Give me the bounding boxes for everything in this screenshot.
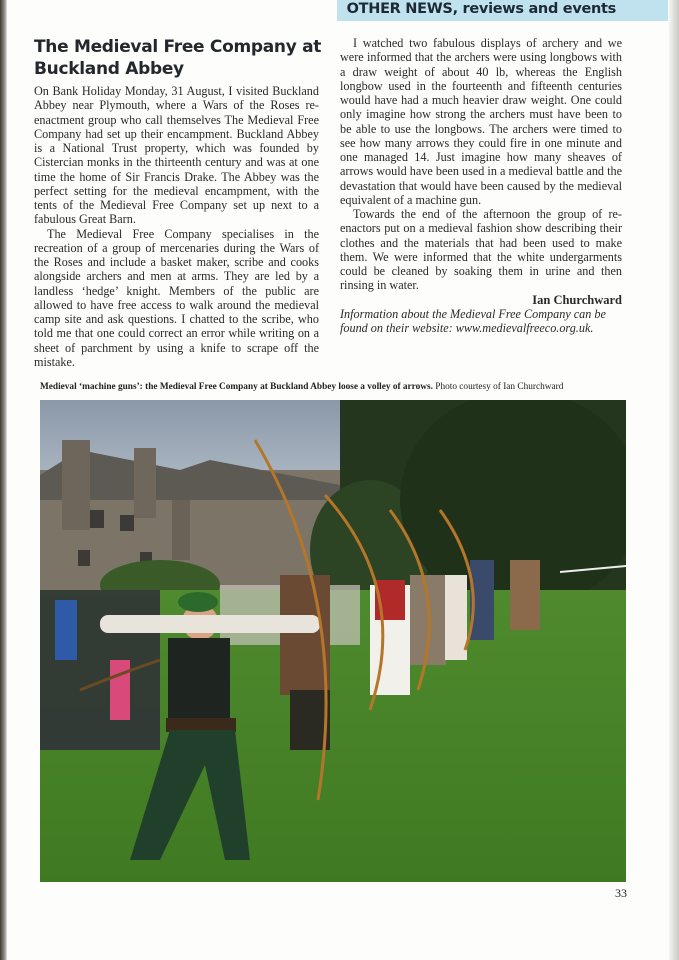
section-header [337,0,668,21]
article-title: The Medieval Free Company at Buckland Abbey [34,37,322,79]
photo-credit: Photo courtesy of Ian Churchward [435,382,564,392]
website-info: Information about the Medieval Free Company can be found on their website: www.medievalfreeco.org.uk. [340,306,606,335]
article-column-left [34,84,319,369]
author-byline: Ian Churchward [532,292,622,307]
archery-photo [40,400,626,882]
section-title: OTHER NEWS, reviews and events [346,1,616,17]
scan-edge-right [669,0,679,960]
article-column-right [340,36,622,335]
paragraph: On Bank Holiday Monday, 31 August, I visited Buckland Abbey near Plymouth, where a Wars of the Roses re-enactment group who call themselves The Medieval Free Company had set up their encampment. Buckland Abbey is a National Trust property, which was founded by Cistercian monks in the thirteenth century and was at one time the home of Sir Francis Drake. The Abbey was the perfect setting for the medieval encampment, with the tents of the Medieval Free Company set up next to a fabulous Great Barn. [34,84,319,227]
paragraph: The Medieval Free Company specialises in the recreation of a group of mercenaries during the Wars of the Roses and include a basket maker, scribe and cooks alongside archers and men at arms. They are led by a landless ‘hedge’ knight. Members of the public are allowed to have free access to walk around the medieval camp site and ask questions. I chatted to the scribe, who told me that one could correct an error while writing on a sheet of parchment by using a knife to scrape off the mistake. [34,226,319,369]
scan-edge-left [0,0,7,960]
caption-text: Medieval ‘machine guns’: the Medieval Free Company at Buckland Abbey loose a volley of arrows. [40,382,433,392]
paragraph: Towards the end of the afternoon the group of re-enactors put on a medieval fashion show describing their clothes and the materials that had been used to make them. We were informed that the white undergarments could be cleaned by soaking them in urine and then rinsing in water. [340,207,622,293]
photo-caption [40,382,640,392]
page-number: 33 [615,886,627,900]
paragraph: I watched two fabulous displays of archery and we were informed that the archers were using longbows with a draw weight of about 40 lb, whereas the English longbow used in the fourteenth and fifteenth centuries would have had a much heavier draw weight. One could only imagine how strong the archers must have been to be able to use the longbows. The archers were timed to see how many arrows they could fire in one minute and one managed 14. Just imagine how many sheaves of arrows would have been used in a medieval battle and the devastation that would have been caused by the medieval equivalent of a machine gun. [340,36,622,207]
